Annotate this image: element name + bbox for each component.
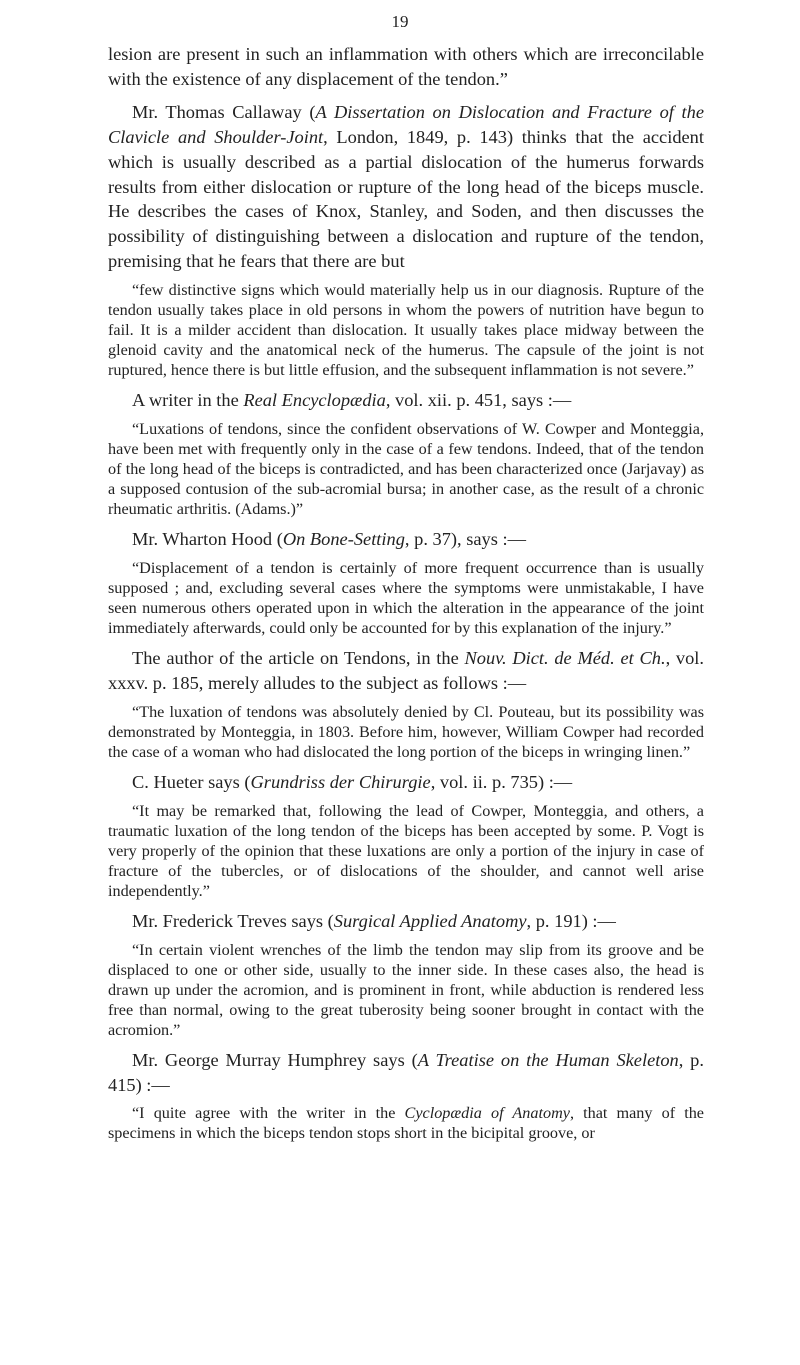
text-run: , vol. xxxv. p. 185, merely alludes to the subject as follows :—	[108, 647, 705, 693]
text-run: , vol. xii. p. 451, says :—	[385, 390, 572, 411]
block-quote	[108, 801, 704, 901]
spacer	[108, 762, 704, 770]
spacer	[108, 638, 704, 646]
text-run: Mr. Frederick Treves says (	[132, 910, 334, 931]
text-run: Mr. Thomas Callaway (	[132, 101, 316, 122]
text-run: A writer in the	[132, 390, 244, 411]
text-run: , that many of the specimens in which the biceps tendon stops short in the bicipital groove, or	[108, 1104, 704, 1143]
block-quote	[108, 558, 704, 638]
text-run: Mr. George Murray Humphrey says (	[132, 1049, 418, 1070]
text-run: “Luxations of tendons, since the confident observations of W. Cowper and Monteggia, have been met with frequently only in the case of a few tendons. Indeed, that of the tendon of the long head of the biceps is contradicted, and has been characterized once (Jarjavay) as a supposed contusion of the sub-acromial bursa; in another case, as the result of a chronic rheumatic arthritis. (Adams.)”	[108, 420, 704, 519]
paragraph	[108, 909, 704, 934]
text-run: “It may be remarked that, following the lead of Cowper, Monteggia, and others, a traumatic luxation of the long tendon of the biceps has been accepted by some. P. Vogt is very properly of the opinion that these luxations are only a portion of the injury in case of fracture of the tubercles, or of dislocations of the shoulder, and cannot well arise independently.”	[108, 801, 704, 900]
paragraph	[108, 527, 704, 552]
paragraph	[108, 1048, 704, 1098]
italic-title: A Dissertation on Dislocation and Fracture of the Clavicle and Shoulder-Joint	[108, 101, 704, 147]
paragraph	[108, 42, 704, 92]
italic-title: Cyclopædia of Anatomy	[404, 1104, 570, 1123]
text-run: lesion are present in such an inflammation with others which are irreconcilable with the existence of any displacement of the tendon.”	[108, 44, 704, 89]
italic-title: A Treatise on the Human Skeleton	[417, 1049, 679, 1070]
text-run: C. Hueter says (	[132, 771, 251, 792]
italic-title: Real Encyclopædia	[243, 390, 386, 411]
italic-title: On Bone-Setting	[282, 529, 405, 550]
italic-title: Surgical Applied Anatomy	[333, 910, 527, 931]
text-run: , p. 191) :—	[526, 910, 616, 931]
block-quote	[108, 702, 704, 762]
spacer	[108, 901, 704, 909]
text-run: , p. 37), says :—	[404, 529, 526, 550]
text-run: “The luxation of tendons was absolutely denied by Cl. Pouteau, but its possibility was demonstrated by Monteggia, in 1803. Before him, however, William Cowper had recorded the case of a woman who had dislocated the long portion of the biceps in wringing linen.”	[108, 702, 704, 761]
italic-title: Grundriss der Chirurgie	[250, 771, 431, 792]
text-run: “few distinctive signs which would materially help us in our diagnosis. Rupture of the tendon usually takes place in old persons in whom the powers of nutrition have begun to fail. It is a milder accident than dislocation. It usually takes place midway between the glenoid cavity and the anatomical neck of the humerus. The capsule of the joint is not ruptured, hence there is but little effusion, and the subsequent inflammation is not severe.”	[108, 281, 704, 380]
body-text	[108, 42, 704, 1143]
block-quote	[108, 280, 704, 380]
text-run: Mr. Wharton Hood (	[132, 529, 283, 550]
block-quote	[108, 940, 704, 1040]
text-run: , vol. ii. p. 735) :—	[430, 771, 573, 792]
block-quote	[108, 1103, 704, 1143]
spacer	[108, 519, 704, 527]
text-run: , London, 1849, p. 143) thinks that the accident which is usually described as a partial dislocation of the humerus forwards results from either dislocation or rupture of the long head of the biceps muscle. He describes the cases of Knox, Stanley, and Soden, and then discusses the possibility of distinguishing between a dislocation and rupture of the tendon, premising that he fears that there are but	[108, 126, 704, 272]
paragraph	[108, 100, 704, 274]
spacer	[108, 92, 704, 100]
text-run: The author of the article on Tendons, in the	[132, 647, 465, 668]
text-run: , p. 415) :—	[108, 1049, 704, 1095]
page-number: 19	[391, 12, 409, 31]
paragraph	[108, 646, 704, 696]
block-quote	[108, 419, 704, 519]
spacer	[108, 1040, 704, 1048]
text-run: “Displacement of a tendon is certainly of more frequent occurrence than is usually supposed ; and, excluding several cases where the symptoms were unmistakable, I have seen numerous others operated upon in which the alteration in the appearance of the joint immediately afterwards, could only be accounted for by this explanation of the injury.”	[108, 558, 704, 637]
paragraph	[108, 770, 704, 795]
text-run: “I quite agree with the writer in the	[132, 1104, 405, 1123]
text-run: “In certain violent wrenches of the limb the tendon may slip from its groove and be displaced to one or other side, usually to the inner side. In these cases also, the head is drawn up under the acromion, and is prominent in front, while abduction is rendered less free than normal, owing to the great tuberosity being sooner brought in contact with the acromion.”	[108, 940, 704, 1039]
italic-title: Nouv. Dict. de Méd. et Ch.	[464, 647, 666, 668]
paragraph	[108, 388, 704, 413]
spacer	[108, 380, 704, 388]
